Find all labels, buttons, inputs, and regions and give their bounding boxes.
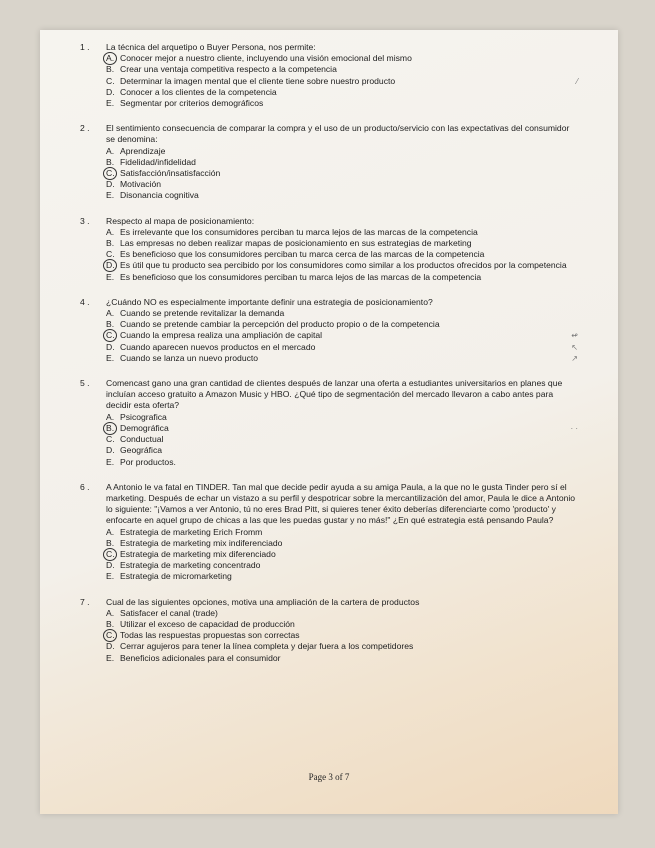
pencil-mark-icon: · ·	[570, 423, 578, 433]
question-text: La técnica del arquetipo o Buyer Persona, nos permite:	[106, 42, 316, 52]
option-letter: B.	[106, 156, 115, 167]
option-a-selected	[106, 53, 578, 64]
option-text: Demográfica	[120, 422, 169, 433]
option-e	[106, 457, 578, 468]
option-letter: E.	[106, 456, 115, 467]
option-a	[106, 308, 578, 319]
option-letter: B.	[106, 537, 115, 548]
option-text: Por productos.	[120, 456, 176, 467]
option-e	[106, 272, 578, 283]
option-letter: D.	[106, 560, 115, 571]
option-text: Beneficios adicionales para el consumidor	[120, 652, 281, 663]
option-c-selected	[106, 330, 578, 341]
option-d	[106, 87, 578, 98]
option-letter: A.	[106, 607, 115, 618]
option-b	[106, 238, 578, 249]
pencil-mark-icon: ↖	[571, 342, 578, 352]
option-letter: C.	[106, 168, 120, 179]
option-letter: B.	[106, 319, 115, 330]
option-d	[106, 641, 578, 652]
question-text: Comencast gano una gran cantidad de clientes después de lanzar una oferta a estudiantes universitarios en planes que incluían acceso gratuito a Amazon Music y HBO. ¿Qué tipo de segmentación del mercado llevaron a cabo antes para decidir esta oferta?	[106, 378, 563, 411]
question-text: A Antonio le va fatal en TINDER. Tan mal que decide pedir ayuda a su amiga Paula, a la que no le gusta Tinder pero sí el marketing. Después de echar un vistazo a su perfil y despotricar sobre la mercantilización del amor, Paula le dice a Antonio lo siguiente: "¡Vamos a ver Antonio, tú no eres Brad Pitt, si quieres tener éxito deberías diferenciarte como 'producto' y enfocarte en aquel grupo de chicas a las que les puedas gustar y no más!" ¿En qué estrategia está pensando Paula?	[106, 481, 576, 526]
option-c-selected	[106, 168, 578, 179]
option-text: Utilizar el exceso de capacidad de producción	[120, 618, 295, 629]
option-letter: B.	[106, 238, 115, 249]
option-e	[106, 571, 578, 582]
option-text: Determinar la imagen mental que el cliente tiene sobre nuestro producto	[120, 75, 396, 86]
option-b	[106, 319, 578, 330]
option-a	[106, 608, 578, 619]
option-text: Conocer a los clientes de la competencia	[120, 86, 277, 97]
option-letter: A.	[106, 53, 120, 64]
option-c	[106, 76, 578, 87]
option-text: Cerrar agujeros para tener la línea completa y dejar fuera a los competidores	[120, 641, 414, 652]
option-e	[106, 353, 578, 364]
option-letter: E.	[106, 352, 115, 363]
option-a	[106, 227, 578, 238]
question-number: 3 .	[80, 215, 90, 226]
option-letter: E.	[106, 571, 115, 582]
option-letter: D.	[106, 341, 115, 352]
option-text: Cuando se pretende cambiar la percepción del producto propio o de la competencia	[120, 319, 440, 330]
option-text: Satisfacer el canal (trade)	[120, 607, 218, 618]
option-a	[106, 412, 578, 423]
option-text: Cuando se lanza un nuevo producto	[120, 352, 259, 363]
option-letter: E.	[106, 190, 115, 201]
option-letter: D.	[106, 179, 115, 190]
option-text: Es útil que tu producto sea percibido por los consumidores como similar a los productos ofrecidos por la competencia	[120, 260, 567, 271]
option-text: Cuando la empresa realiza una ampliación de capital	[120, 330, 323, 341]
option-text: Estrategia de marketing mix diferenciado	[120, 548, 276, 559]
question-number: 7 .	[80, 596, 90, 607]
option-letter: D.	[106, 86, 115, 97]
question-number: 4 .	[80, 296, 90, 307]
option-letter: B.	[106, 618, 115, 629]
option-text: Es beneficioso que los consumidores perciban tu marca lejos de las marcas de la competencia	[120, 271, 482, 282]
option-d	[106, 179, 578, 190]
option-text: Psicografica	[120, 411, 167, 422]
option-d	[106, 445, 578, 456]
option-e	[106, 98, 578, 109]
option-text: Conductual	[120, 434, 164, 445]
question-4	[80, 296, 578, 364]
question-1	[80, 42, 578, 109]
option-text: Estrategia de marketing Erich Fromm	[120, 526, 263, 537]
option-a	[106, 146, 578, 157]
option-b	[106, 64, 578, 75]
option-b	[106, 157, 578, 168]
question-6	[80, 481, 578, 583]
option-letter: C.	[106, 434, 115, 445]
pencil-mark-icon: ↗	[571, 353, 578, 363]
option-text: Satisfacción/insatisfacción	[120, 168, 221, 179]
option-text: Geográfica	[120, 445, 163, 456]
question-3	[80, 215, 578, 283]
question-2	[80, 123, 578, 201]
option-e	[106, 190, 578, 201]
question-number: 2 .	[80, 123, 90, 134]
question-5	[80, 378, 578, 468]
option-c-selected	[106, 630, 578, 641]
option-c-selected	[106, 549, 578, 560]
option-b-selected	[106, 423, 578, 434]
option-text: Cuando se pretende revitalizar la demanda	[120, 308, 285, 319]
question-number: 5 .	[80, 378, 90, 389]
option-text: Motivación	[120, 179, 162, 190]
option-letter: B.	[106, 423, 120, 434]
pencil-mark-icon: ↫	[571, 331, 578, 341]
option-d	[106, 342, 578, 353]
option-d-selected	[106, 260, 578, 271]
option-letter: B.	[106, 64, 115, 75]
option-letter: E.	[106, 652, 115, 663]
option-letter: A.	[106, 411, 115, 422]
option-text: Todas las respuestas propuestas son correctas	[120, 630, 300, 641]
option-text: Estrategia de marketing mix indiferenciado	[120, 537, 283, 548]
option-text: Las empresas no deben realizar mapas de posicionamiento en sus estrategias de marketing	[120, 238, 472, 249]
option-text: Crear una ventaja competitiva respecto a la competencia	[120, 64, 337, 75]
option-letter: A.	[106, 526, 115, 537]
option-letter: C.	[106, 630, 120, 641]
option-text: Fidelidad/infidelidad	[120, 156, 196, 167]
question-list	[80, 42, 578, 678]
option-text: Estrategia de micromarketing	[120, 571, 232, 582]
option-letter: E.	[106, 98, 115, 109]
option-letter: A.	[106, 145, 115, 156]
option-letter: D.	[106, 260, 120, 271]
option-letter: C.	[106, 249, 115, 260]
page-number: Page 3 of 7	[308, 772, 350, 782]
option-text: Estrategia de marketing concentrado	[120, 560, 261, 571]
option-letter: D.	[106, 445, 115, 456]
option-text: Aprendizaje	[120, 145, 166, 156]
exam-page	[40, 30, 618, 814]
option-letter: D.	[106, 641, 115, 652]
option-letter: C.	[106, 75, 115, 86]
option-letter: A.	[106, 226, 115, 237]
option-text: Es irrelevante que los consumidores perciban tu marca lejos de las marcas de la competencia	[120, 226, 478, 237]
option-b	[106, 538, 578, 549]
question-text: El sentimiento consecuencia de comparar la compra y el uso de un producto/servicio con las expectativas del consumidor se denomina:	[106, 123, 570, 145]
pencil-mark-icon: ⁄	[576, 76, 578, 86]
option-letter: A.	[106, 308, 115, 319]
option-a	[106, 527, 578, 538]
question-7	[80, 596, 578, 664]
option-d	[106, 560, 578, 571]
option-letter: C.	[106, 549, 120, 560]
option-text: Es beneficioso que los consumidores perciban tu marca cerca de las marcas de la competencia	[120, 249, 485, 260]
option-c	[106, 434, 578, 445]
option-e	[106, 653, 578, 664]
option-letter: C.	[106, 330, 120, 341]
option-c	[106, 249, 578, 260]
question-text: ¿Cuándo NO es especialmente importante definir una estrategia de posicionamiento?	[106, 296, 433, 307]
question-text: Respecto al mapa de posicionamiento:	[106, 215, 255, 226]
question-number: 1 .	[80, 42, 90, 52]
option-text: Disonancia cognitiva	[120, 190, 199, 201]
option-letter: E.	[106, 271, 115, 282]
question-text: Cual de las siguientes opciones, motiva una ampliación de la cartera de productos	[106, 596, 420, 607]
option-b	[106, 619, 578, 630]
question-number: 6 .	[80, 481, 90, 492]
option-text: Cuando aparecen nuevos productos en el mercado	[120, 341, 316, 352]
option-text: Conocer mejor a nuestro cliente, incluyendo una visión emocional del mismo	[120, 53, 412, 64]
option-text: Segmentar por criterios demográficos	[120, 98, 264, 109]
